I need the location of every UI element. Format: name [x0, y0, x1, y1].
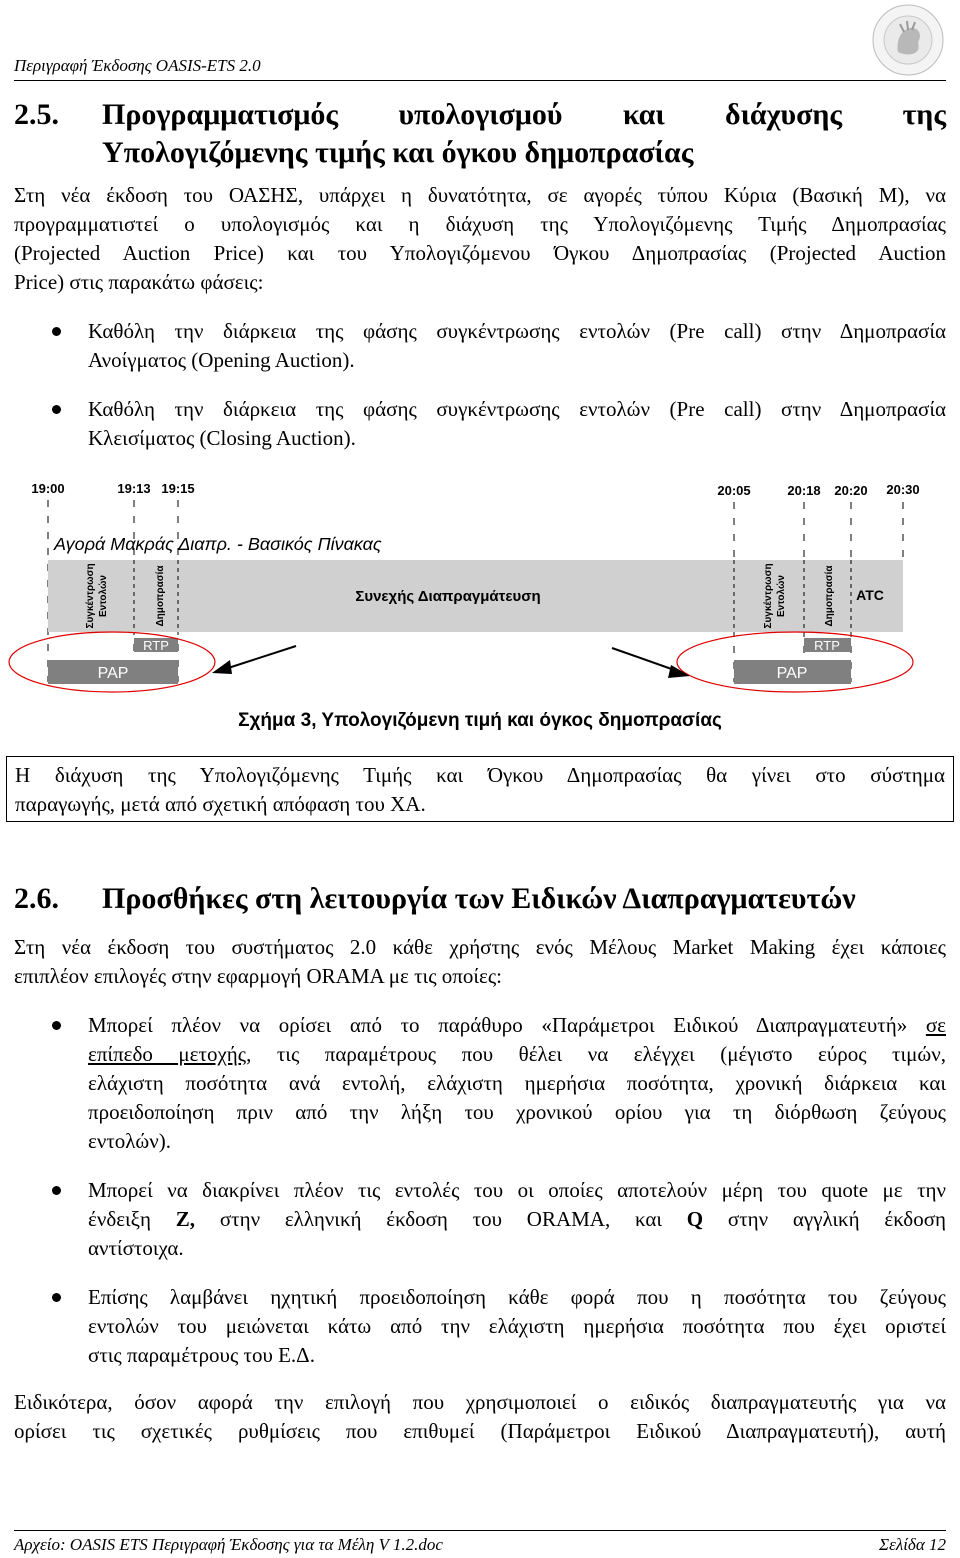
bullet-text: Επίσης λαμβάνει ηχητική προειδοποίηση κάθε φορά που η ποσότητα του ζεύγους	[88, 1285, 946, 1309]
bullet-text: στις παραμέτρους του Ε.Δ.	[88, 1343, 315, 1367]
bullet-text	[88, 1040, 946, 1069]
outro-line: ορίσει τις σχετικές ρυθμίσεις που επιθυμεί (Παράμετροι Ειδικού Διαπραγματευτή), αυτή	[14, 1419, 946, 1443]
bullet-text	[88, 1205, 946, 1234]
arrow-icon	[612, 648, 690, 678]
bullet-icon	[52, 327, 61, 336]
arrow-icon	[212, 646, 296, 674]
bold-text: Z,	[175, 1207, 196, 1231]
time-label: 19:15	[161, 481, 195, 496]
athens-exchange-logo	[870, 2, 946, 78]
section-number: 2.5.	[14, 98, 59, 131]
bullet-icon	[52, 1186, 61, 1195]
footer-rule	[14, 1530, 946, 1531]
bullet-text: Καθόλη την διάρκεια της φάσης συγκέντρωσης εντολών (Pre call) στην Δημοπρασία	[88, 397, 946, 421]
bullet-text-part: ένδειξη	[88, 1207, 176, 1231]
bullet-text: προειδοποίηση πριν από την λήξη του χρονικού ορίου για τη διόρθωση ζεύγους	[88, 1100, 946, 1124]
time-label: 20:18	[787, 483, 821, 498]
intro-line: (Projected Auction Price) και του Υπολογιζόμενου Όγκου Δημοπρασίας (Projected Auction	[14, 241, 946, 265]
section-2-5-title-line2: Υπολογιζόμενης τιμής και όγκου δημοπρασίας	[102, 136, 694, 169]
boxed-note	[6, 756, 954, 822]
underlined-text: σε	[925, 1013, 946, 1037]
boxed-note-line: Η διάχυση της Υπολογιζόμενης Τιμής και Όγκου Δημοπρασίας θα γίνει στο σύστημα	[15, 763, 945, 787]
phase-auction-label: Δημοπρασία	[824, 565, 835, 627]
intro-line: Στη νέα έκδοση του ΟΑΣΗΣ, υπάρχει η δυνατότητα, σε αγορές τύπου Κύρια (Βασική Μ), να	[14, 183, 946, 207]
section-number: 2.6.	[14, 882, 59, 915]
bullet-text: Ανοίγματος (Opening Auction).	[88, 348, 355, 372]
bold-text: Q	[686, 1207, 704, 1231]
bullet-text	[88, 1011, 946, 1040]
phase-collection-label: Συγκέντρωση	[763, 563, 774, 629]
outro-line: Ειδικότερα, όσον αφορά την επιλογή που χρησιμοποιεί ο ειδικός διαπραγματευτής για να	[14, 1390, 946, 1414]
boxed-note-line: παραγωγής, μετά από σχετική απόφαση του ΧΑ.	[15, 792, 426, 816]
pap-label: PAP	[97, 665, 129, 682]
market-title: Αγορά Μακράς Διαπρ. - Βασικός Πίνακας	[54, 534, 382, 554]
phase-atc-label: ATC	[856, 587, 884, 603]
bullet-text-part: στην αγγλική έκδοση	[703, 1207, 947, 1231]
time-label: 19:00	[31, 481, 65, 496]
section-title: Προσθήκες στη λειτουργία των Ειδικών Διαπραγματευτών	[102, 882, 856, 915]
phase-collection-label: Εντολών	[776, 575, 787, 617]
bullet-text-part: στην ελληνική έκδοση του ORAMA, και	[195, 1207, 687, 1231]
time-label: 19:13	[117, 481, 151, 496]
auction-timeline-diagram	[0, 476, 960, 716]
bullet-text: εντολών).	[88, 1129, 171, 1153]
time-label: 20:20	[834, 483, 868, 498]
bullet-text: Καθόλη την διάρκεια της φάσης συγκέντρωσης εντολών (Pre call) στην Δημοπρασία	[88, 319, 946, 343]
bullet-icon	[52, 1021, 61, 1030]
bullet-text: ελάχιστη ποσότητα ανά εντολή, ελάχιστη ημερήσια ποσότητα, χρονική διάρκεια και	[88, 1071, 946, 1095]
bullet-text: Μπορεί να διακρίνει πλέον τις εντολές του οι οποίες αποτελούν μέρη του quote με την	[88, 1178, 946, 1202]
footer-filename: Αρχείο: OASIS ETS Περιγραφή Έκδοσης για τα Μέλη V 1.2.doc	[14, 1535, 443, 1554]
phase-collection-label: Συγκέντρωση	[85, 563, 96, 629]
underlined-text: επίπεδο μετοχής	[88, 1042, 247, 1066]
bullet-text: εντολών του μειώνεται κάτω από την ελάχιστη ημερήσια ποσότητα που έχει οριστεί	[88, 1314, 946, 1338]
bullet-text-part: , τις παραμέτρους που θέλει να ελέγχει (μέγιστο εύρος τιμών,	[246, 1042, 946, 1066]
bullet-icon	[52, 405, 61, 414]
bullet-text: αντίστοιχα.	[88, 1236, 184, 1260]
phase-continuous-label: Συνεχής Διαπραγμάτευση	[355, 588, 541, 605]
bullet-text: Κλεισίματος (Closing Auction).	[88, 426, 356, 450]
footer-page-number: Σελίδα 12	[879, 1535, 946, 1554]
rtp-label: RTP	[143, 638, 169, 653]
document-header: Περιγραφή Έκδοσης OASIS-ETS 2.0	[14, 56, 261, 75]
pap-label: PAP	[776, 665, 808, 682]
section-2-5-title-line1	[14, 96, 946, 134]
intro-line: επιπλέον επιλογές στην εφαρμογή ORAMA με τις οποίες:	[14, 964, 502, 988]
figure-caption: Σχήμα 3, Υπολογιζόμενη τιμή και όγκος δημοπρασίας	[238, 710, 722, 731]
bullet-text-part: Μπορεί πλέον να ορίσει από το παράθυρο «Παράμετροι Ειδικού Διαπραγματευτή»	[88, 1013, 926, 1037]
section-2-6-title	[14, 880, 946, 918]
phase-auction-label: Δημοπρασία	[155, 565, 166, 627]
time-label: 20:05	[717, 483, 751, 498]
phase-collection-label: Εντολών	[98, 575, 109, 617]
time-label: 20:30	[886, 482, 920, 497]
intro-line: προγραμματιστεί ο υπολογισμός και η διάχυση της Υπολογιζόμενης Τιμής Δημοπρασίας	[14, 212, 946, 236]
header-rule	[14, 80, 946, 81]
bullet-icon	[52, 1293, 61, 1302]
section-title: Προγραμματισμός υπολογισμού και διάχυσης της	[102, 98, 946, 131]
rtp-label: RTP	[814, 638, 840, 653]
intro-line: Στη νέα έκδοση του συστήματος 2.0 κάθε χρήστης ενός Μέλους Market Making έχει κάποιες	[14, 935, 946, 959]
intro-line: Price) στις παρακάτω φάσεις:	[14, 270, 264, 294]
